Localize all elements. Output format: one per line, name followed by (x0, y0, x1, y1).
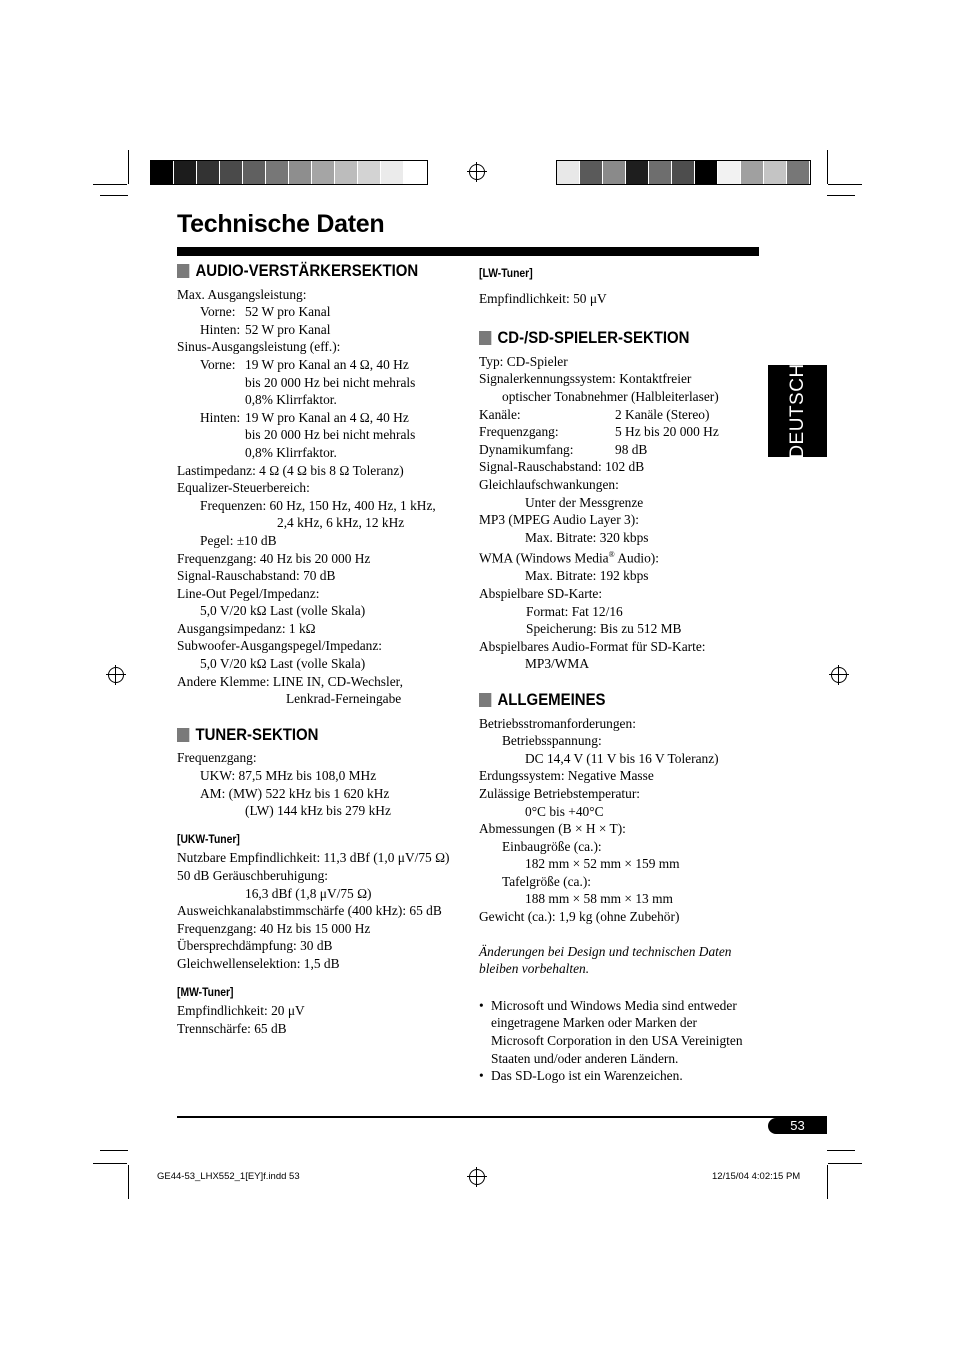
color-swatch (197, 161, 220, 184)
section-square-icon (177, 728, 189, 742)
section-square-icon (177, 264, 189, 278)
spec-line: Format: Fat 12/16 (526, 603, 623, 619)
color-swatch (695, 161, 718, 184)
spec-line: 0,8% Klirrfaktor. (245, 392, 337, 408)
spec-line: 5,0 V/20 kΩ Last (volle Skala) (200, 603, 366, 619)
section-square-icon (479, 693, 491, 707)
color-swatch (557, 161, 580, 184)
color-swatch (741, 161, 764, 184)
spec-line: Tafelgröße (ca.): (502, 873, 592, 889)
spec-line: Sinus-Ausgangsleistung (eff.): (177, 339, 341, 355)
section-heading-audio: AUDIO-VERSTÄRKERSEKTION (177, 262, 432, 280)
color-bar-right (556, 160, 811, 185)
spec-line: 0,8% Klirrfaktor. (245, 444, 337, 460)
spec-line: Subwoofer-Ausgangspegel/Impedanz: (177, 638, 382, 654)
spec-line: Dynamikumfang: 98 dB (479, 441, 648, 457)
subsection-heading-mw: [MW-Tuner] (177, 986, 234, 999)
left-column (177, 262, 467, 1037)
spec-line: Kanäle: 2 Kanäle (Stereo) (479, 406, 710, 422)
color-swatch (580, 161, 603, 184)
color-swatch (358, 161, 381, 184)
spec-line: bis 20 000 Hz bei nicht mehrals (245, 374, 416, 390)
spec-line: Frequenzen: 60 Hz, 150 Hz, 400 Hz, 1 kHz, (200, 497, 436, 513)
spec-line: Vorne: 19 W pro Kanal an 4 Ω, 40 Hz (200, 356, 409, 372)
disclaimer-note: bleiben vorbehalten. (479, 961, 590, 977)
spec-line: Lenkrad-Ferneingabe (286, 691, 402, 707)
title-rule (177, 247, 759, 256)
spec-line: Einbaugröße (ca.): (502, 838, 602, 854)
spec-line: Erdungssystem: Negative Masse (479, 768, 654, 784)
spec-line: Signal-Rauschabstand: 102 dB (479, 459, 645, 475)
spec-line: 2,4 kHz, 6 kHz, 12 kHz (277, 515, 405, 531)
spec-line: Gewicht (ca.): 1,9 kg (ohne Zubehör) (479, 909, 680, 925)
spec-line: Übersprechdämpfung: 30 dB (177, 938, 333, 954)
color-bar-left (150, 160, 428, 185)
spec-line: Betriebsspannung: (502, 733, 602, 749)
spec-line: Equalizer-Steuerbereich: (177, 480, 310, 496)
spec-line: Signal-Rauschabstand: 70 dB (177, 568, 336, 584)
crop-mark (827, 150, 828, 184)
spec-line: 182 mm × 52 mm × 159 mm (525, 856, 680, 872)
subsection-heading-ukw: [UKW-Tuner] (177, 833, 240, 846)
spec-line: Frequenzgang: 40 Hz bis 20 000 Hz (177, 550, 371, 566)
spec-line: 5,0 V/20 kΩ Last (volle Skala) (200, 656, 366, 672)
list-item: • Microsoft und Windows Media sind entweder eingetragene Marken oder Marken der Microsoft Corporation in den USA Vereinigten Staaten und/oder anderen Ländern. (479, 997, 753, 1067)
crop-mark (128, 150, 129, 184)
registration-mark-icon (108, 667, 124, 683)
spec-line: Ausgangsimpedanz: 1 kΩ (177, 620, 316, 636)
registration-mark-icon (469, 164, 485, 180)
footer-file-info: GE44-53_LHX552_1[EY]f.indd 53 (157, 1171, 300, 1182)
section-heading-tuner: TUNER-SEKTION (177, 726, 432, 744)
spec-line: Vorne: 52 W pro Kanal (200, 304, 331, 320)
color-swatch (151, 161, 174, 184)
spec-line: Speicherung: Bis zu 512 MB (526, 621, 682, 637)
spec-line: Signalerkennungssystem: Kontaktfreier (479, 371, 692, 387)
spec-line: 16,3 dBf (1,8 μV/75 Ω) (245, 885, 372, 901)
color-swatch (174, 161, 197, 184)
color-swatch (220, 161, 243, 184)
color-swatch (787, 161, 810, 184)
section-square-icon (479, 331, 491, 345)
spec-line: AM: (MW) 522 kHz bis 1 620 kHz (200, 785, 390, 801)
spec-line: Frequenzgang: 5 Hz bis 20 000 Hz (479, 424, 719, 440)
registration-mark-icon (469, 1169, 485, 1185)
color-swatch (626, 161, 649, 184)
spec-line: Frequenzgang: (177, 750, 257, 766)
registration-mark-icon (831, 667, 847, 683)
color-swatch (312, 161, 335, 184)
trademark-list (479, 997, 754, 1085)
language-tab-label: DEUTSCH (786, 363, 808, 459)
spec-line: Max. Bitrate: 192 kbps (525, 568, 649, 584)
disclaimer-note: Änderungen bei Design und technischen Daten (479, 943, 732, 959)
spec-line: Trennschärfe: 65 dB (177, 1020, 287, 1036)
color-swatch (764, 161, 787, 184)
spec-line: 0°C bis +40°C (525, 803, 604, 819)
language-tab (768, 365, 827, 457)
crop-mark (827, 195, 855, 196)
color-swatch (266, 161, 289, 184)
crop-mark (827, 1165, 828, 1199)
spec-line: Andere Klemme: LINE IN, CD-Wechsler, (177, 673, 403, 689)
spec-line: DC 14,4 V (11 V bis 16 V Toleranz) (525, 750, 719, 766)
color-swatch (718, 161, 741, 184)
spec-line: Gleichwellenselektion: 1,5 dB (177, 955, 340, 971)
spec-line: (LW) 144 kHz bis 279 kHz (245, 803, 391, 819)
spec-line: Zulässige Betriebstemperatur: (479, 785, 641, 801)
spec-line: optischer Tonabnehmer (Halbleiterlaser) (502, 388, 719, 404)
spec-line: Abspielbares Audio-Format für SD-Karte: (479, 638, 706, 654)
spec-line: MP3 (MPEG Audio Layer 3): (479, 512, 639, 528)
spec-line: Gleichlaufschwankungen: (479, 476, 619, 492)
spec-line: Empfindlichkeit: 20 μV (177, 1003, 305, 1019)
footer-timestamp: 12/15/04 4:02:15 PM (712, 1171, 801, 1182)
crop-mark (828, 1163, 862, 1164)
page-title: Technische Daten (177, 210, 385, 238)
spec-line: Abmessungen (B × H × T): (479, 821, 626, 837)
crop-mark (93, 184, 127, 185)
color-swatch (335, 161, 358, 184)
spec-line: Lastimpedanz: 4 Ω (4 Ω bis 8 Ω Toleranz) (177, 462, 404, 478)
spec-line: Nutzbare Empfindlichkeit: 11,3 dBf (1,0 μV/75 Ω) (177, 850, 450, 866)
crop-mark (828, 184, 862, 185)
crop-mark (93, 1163, 127, 1164)
color-swatch (243, 161, 266, 184)
list-item: • Das SD-Logo ist ein Warenzeichen. (479, 1067, 754, 1085)
crop-mark (128, 1165, 129, 1199)
spec-line: Ausweichkanalabstimmschärfe (400 kHz): 65 dB (177, 903, 442, 919)
spec-line: Unter der Messgrenze (525, 494, 644, 510)
spec-line: 50 dB Geräuschberuhigung: (177, 868, 328, 883)
right-column (479, 266, 754, 1085)
section-heading-general: ALLGEMEINES (479, 691, 721, 709)
color-swatch (649, 161, 672, 184)
spec-line: 188 mm × 58 mm × 13 mm (525, 891, 673, 907)
section-heading-cd: CD-/SD-SPIELER-SEKTION (479, 329, 721, 347)
spec-line: Max. Ausgangsleistung: (177, 286, 307, 302)
spec-line: UKW: 87,5 MHz bis 108,0 MHz (200, 768, 377, 784)
footer-rule (177, 1116, 827, 1118)
spec-line: Frequenzgang: 40 Hz bis 15 000 Hz (177, 920, 371, 936)
spec-line: Typ: CD-Spieler (479, 353, 568, 369)
crop-mark (100, 195, 128, 196)
spec-line: MP3/WMA (525, 656, 589, 672)
subsection-heading-lw: [LW-Tuner] (479, 268, 533, 280)
spec-line: Line-Out Pegel/Impedanz: (177, 585, 320, 601)
spec-line: WMA (Windows Media® Audio): (479, 550, 659, 566)
spec-line: Hinten: 19 W pro Kanal an 4 Ω, 40 Hz (200, 409, 409, 425)
spec-line: Empfindlichkeit: 50 μV (479, 290, 607, 306)
crop-mark (827, 1150, 855, 1151)
spec-line: bis 20 000 Hz bei nicht mehrals (245, 427, 416, 443)
color-swatch (381, 161, 404, 184)
spec-line: Abspielbare SD-Karte: (479, 585, 603, 601)
color-swatch (603, 161, 626, 184)
page-number: 53 (768, 1118, 827, 1134)
spec-line: Pegel: ±10 dB (200, 532, 277, 548)
spec-line: Betriebsstromanforderungen: (479, 715, 636, 731)
crop-mark (100, 1150, 128, 1151)
color-swatch (404, 161, 427, 184)
spec-line: Max. Bitrate: 320 kbps (525, 529, 649, 545)
color-swatch (289, 161, 312, 184)
spec-line: Hinten: 52 W pro Kanal (200, 321, 331, 337)
color-swatch (672, 161, 695, 184)
